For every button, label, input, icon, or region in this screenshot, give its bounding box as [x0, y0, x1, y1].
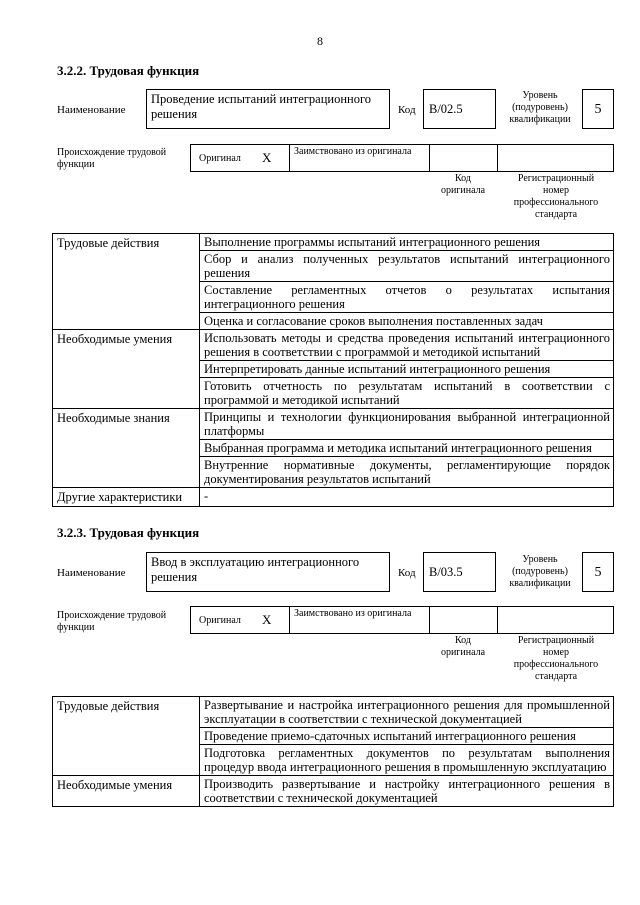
code-original-label: Код оригинала	[440, 635, 486, 658]
name-label: Наименование	[57, 567, 126, 579]
table-row	[53, 234, 614, 251]
row-item: Использовать методы и средства проведения испытаний интеграционного решения в соответствии с программой и методикой испытаний	[200, 330, 614, 361]
code-label: Код	[398, 567, 416, 579]
row-item: Оценка и согласование сроков выполнения поставленных задач	[200, 313, 614, 330]
row-item: Развертывание и настройка интеграционного решения для промышленной эксплуатации в соответствии с технической документацией	[200, 697, 614, 728]
row-item: Сбор и анализ полученных результатов испытаний интеграционного решения	[200, 251, 614, 282]
row-label: Необходимые умения	[53, 330, 200, 409]
row-label: Другие характеристики	[53, 488, 200, 507]
table-row	[53, 697, 614, 728]
origin-label: Происхождение трудовой функции	[57, 147, 167, 170]
section-title: 3.2.3. Трудовая функция	[57, 525, 200, 540]
name-value: Ввод в эксплуатацию интеграционного решения	[146, 552, 390, 592]
reg-number-label: Регистрационный номер профессионального стандарта	[513, 173, 599, 220]
code-label: Код	[398, 104, 416, 116]
row-label: Трудовые действия	[53, 697, 200, 776]
row-item: Принципы и технологии функционирования выбранной интеграционной платформы	[200, 409, 614, 440]
original-label: Оригинал	[199, 615, 241, 626]
code-value: B/03.5	[423, 552, 496, 592]
row-item: Производить развертывание и настройку интеграционного решения в соответствии с технической документацией	[200, 776, 614, 807]
row-item: Выполнение программы испытаний интеграционного решения	[200, 234, 614, 251]
function-table	[52, 233, 614, 507]
level-label: Уровень (подуровень) квалификации	[509, 554, 571, 589]
borrowed-label: Заимствовано из оригинала	[294, 146, 412, 157]
original-label: Оригинал	[199, 153, 241, 164]
origin-label: Происхождение трудовой функции	[57, 610, 167, 633]
page-number: 8	[317, 34, 323, 48]
section-title: 3.2.2. Трудовая функция	[57, 63, 200, 78]
reg-number-label: Регистрационный номер профессионального стандарта	[513, 635, 599, 682]
row-label: Необходимые знания	[53, 409, 200, 488]
row-item: Подготовка регламентных документов по результатам выполнения процедур ввода интеграционного решения в промышленную эксплуатацию	[200, 745, 614, 776]
name-label: Наименование	[57, 104, 126, 116]
name-value: Проведение испытаний интеграционного решения	[146, 89, 390, 129]
code-original-label: Код оригинала	[440, 173, 486, 196]
function-table	[52, 696, 614, 807]
row-item: Составление регламентных отчетов о результатах испытания интеграционного решения	[200, 282, 614, 313]
table-row	[53, 488, 614, 507]
level-value: 5	[582, 89, 614, 129]
row-label: Трудовые действия	[53, 234, 200, 330]
row-item: Интерпретировать данные испытаний интеграционного решения	[200, 361, 614, 378]
row-item: Выбранная программа и методика испытаний интеграционного решения	[200, 440, 614, 457]
original-mark: X	[262, 150, 272, 165]
borrowed-label: Заимствовано из оригинала	[294, 608, 412, 619]
row-item: Готовить отчетность по результатам испытаний в соответствии с программой и методикой испытаний	[200, 378, 614, 409]
row-item: Внутренние нормативные документы, регламентирующие порядок документирования результатов испытаний	[200, 457, 614, 488]
table-row	[53, 776, 614, 807]
table-row	[53, 409, 614, 440]
level-value: 5	[582, 552, 614, 592]
level-label: Уровень (подуровень) квалификации	[509, 90, 571, 125]
original-mark: X	[262, 612, 272, 627]
row-item: Проведение приемо-сдаточных испытаний интеграционного решения	[200, 728, 614, 745]
row-item: -	[200, 488, 614, 507]
table-row	[53, 330, 614, 361]
row-label: Необходимые умения	[53, 776, 200, 807]
code-value: B/02.5	[423, 89, 496, 129]
